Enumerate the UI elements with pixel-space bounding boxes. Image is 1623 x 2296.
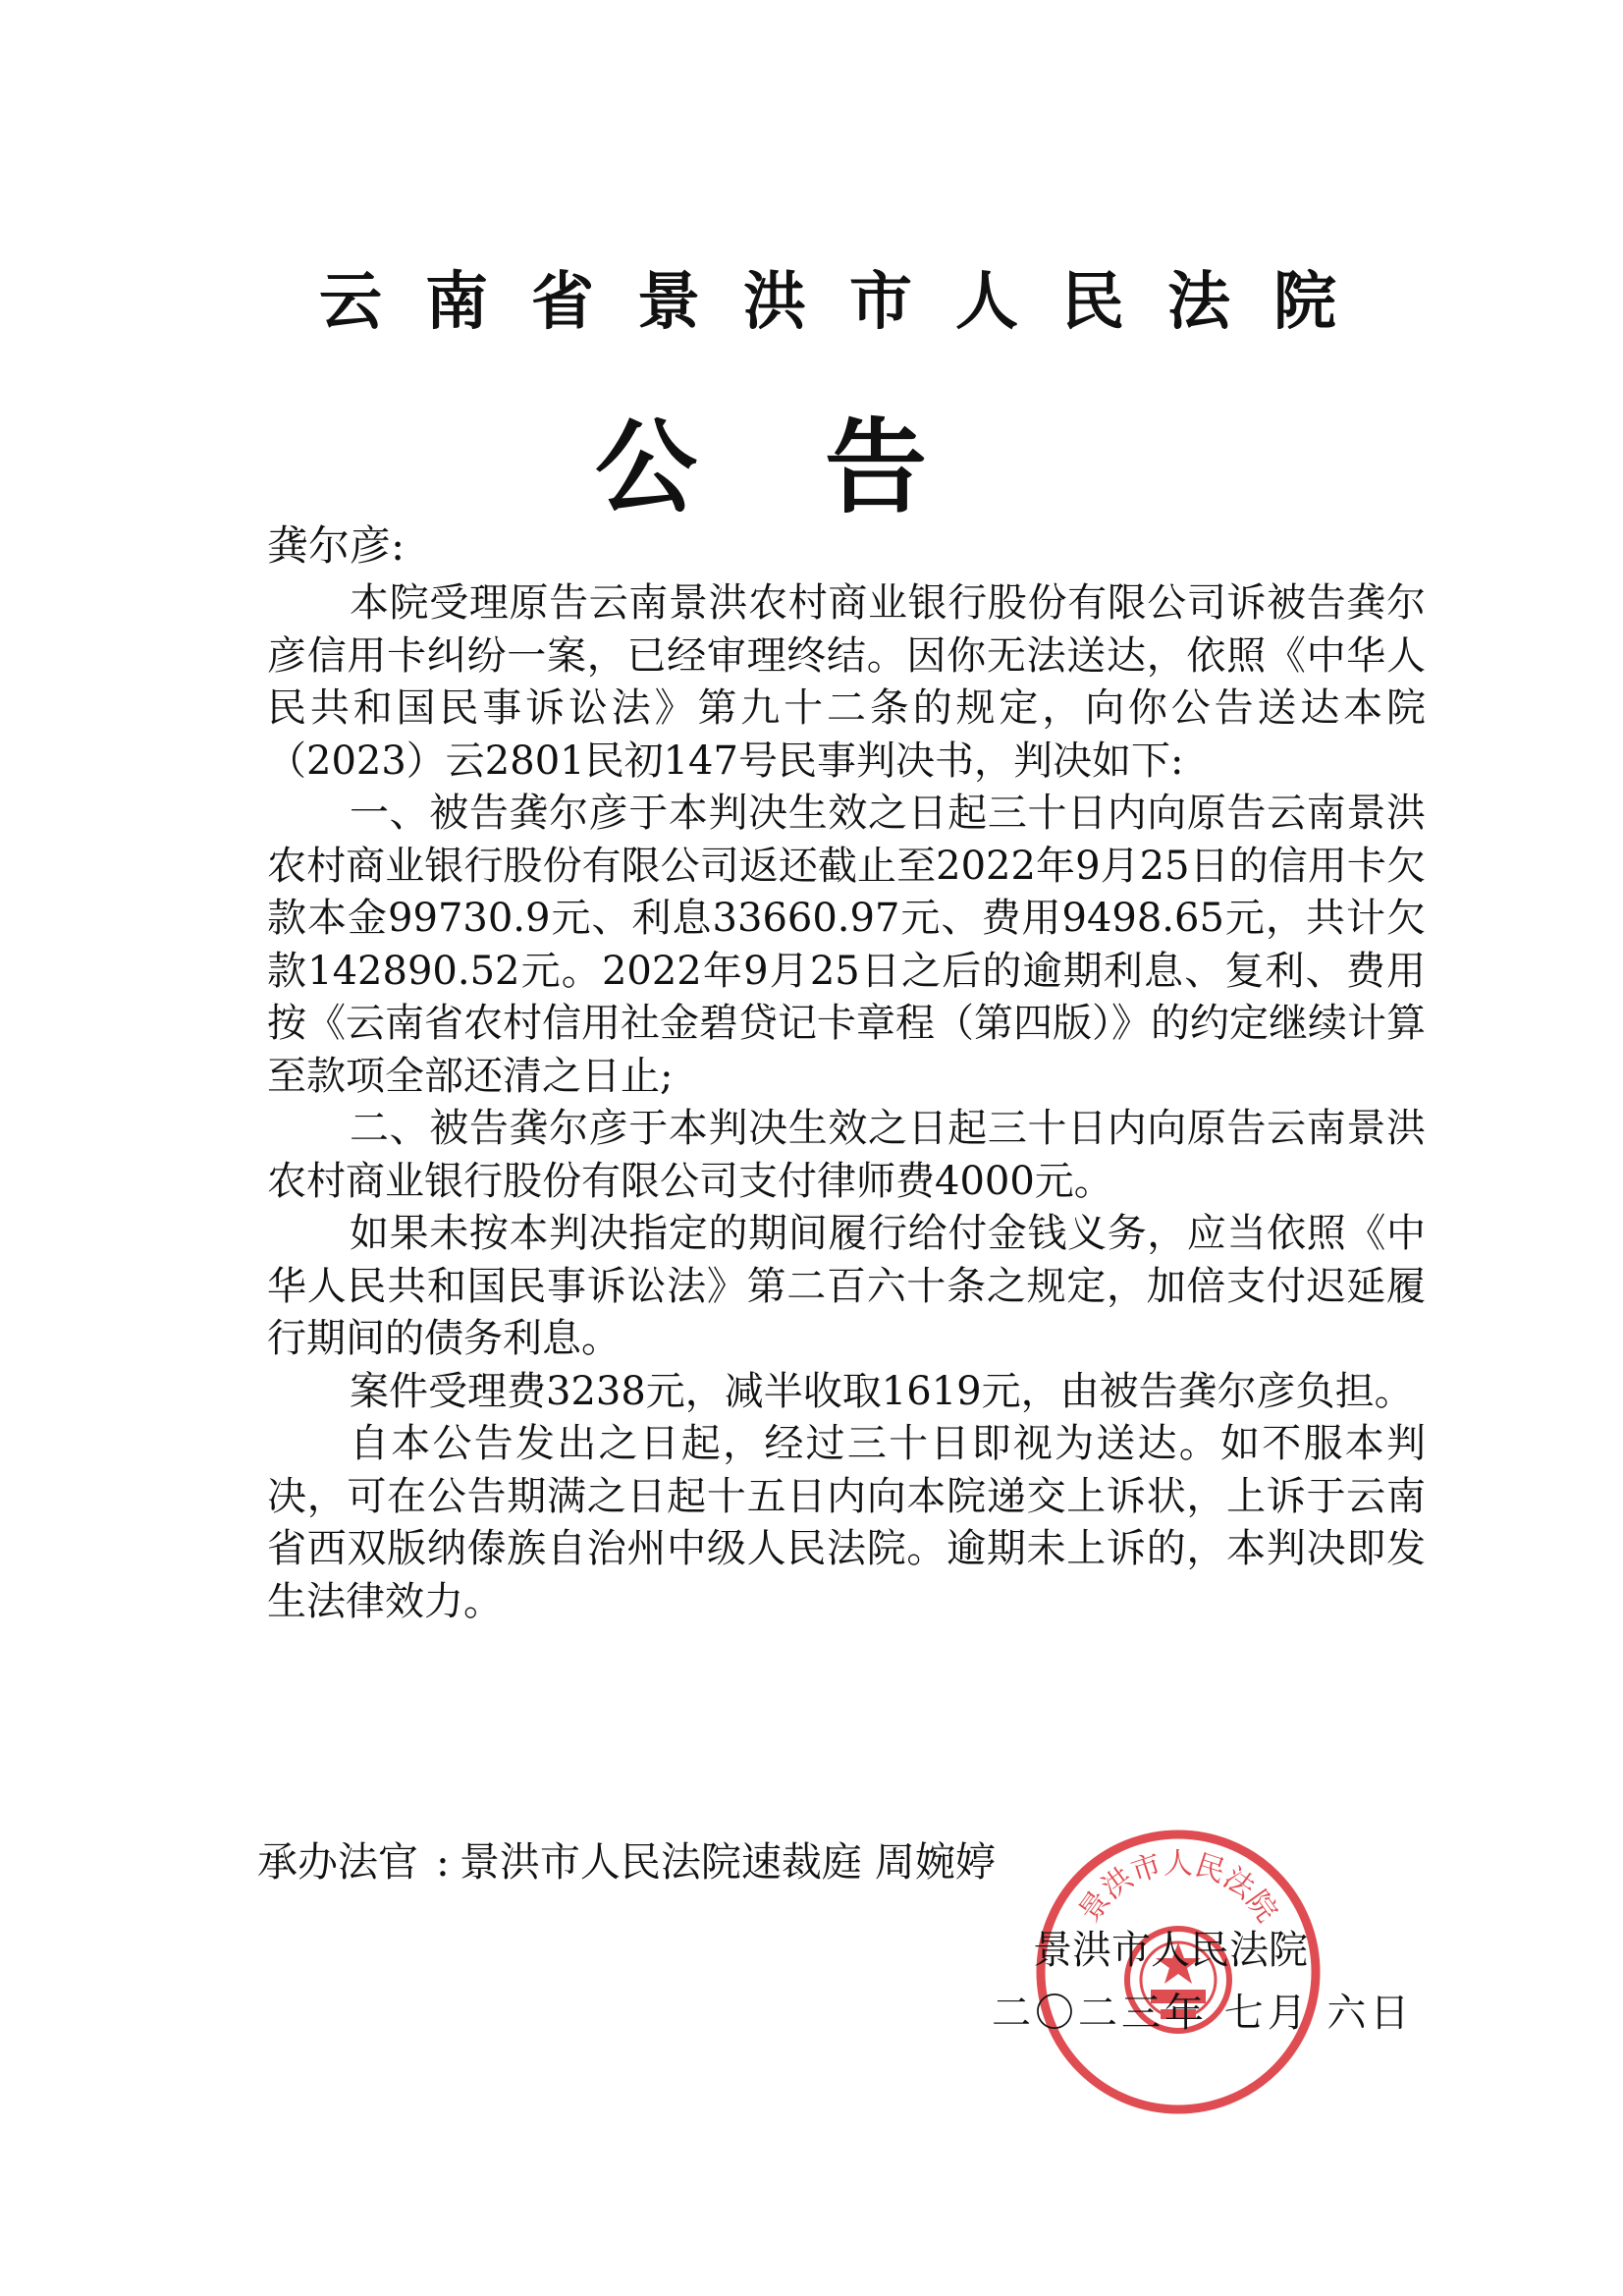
notice-body <box>267 577 1426 1628</box>
signing-court: 景洪市人民法院 <box>1033 1928 1308 1973</box>
judge-colon: : <box>436 1838 450 1886</box>
judge-label: 承办法官 <box>257 1838 418 1886</box>
addressee: 龚尔彦: <box>267 521 406 570</box>
paragraph-service-and-appeal: 自本公告发出之日起，经过三十日即视为送达。如不服本判决，可在公告期满之日起十五日内向本院递交上诉状，上诉于云南省西双版纳傣族自治州中级人民法院。逾期未上诉的，本判决即发生法律效力。 <box>267 1421 1426 1624</box>
judge-name: 周婉婷 <box>874 1838 996 1886</box>
notice-title: 公告 <box>594 408 1055 527</box>
court-name: 云南省景洪市人民法院 <box>319 266 1380 339</box>
paragraph-judgment-item-2: 二、被告龚尔彦于本判决生效之日起三十日内向原告云南景洪农村商业银行股份有限公司支付律师费4000元。 <box>267 1106 1426 1204</box>
signing-date: 二〇二三年 七月 六日 <box>992 1991 1414 2036</box>
seal-arc-text: 景洪市人民法院 <box>1072 1846 1284 1929</box>
judge-signature-line <box>257 1834 996 1889</box>
paragraph-court-fee: 案件受理费3238元，减半收取1619元，由被告龚尔彦负担。 <box>350 1368 1414 1414</box>
paragraph-late-payment: 如果未按本判决指定的期间履行给付金钱义务，应当依照《中华人民共和国民事诉讼法》第二百六十条之规定，加倍支付迟延履行期间的债务利息。 <box>267 1211 1426 1361</box>
paragraph-intro: 本院受理原告云南景洪农村商业银行股份有限公司诉被告龚尔彦信用卡纠纷一案，已经审理终结。因你无法送达，依照《中华人民共和国民事诉讼法》第九十二条的规定，向你公告送达本院（2023）云2801民初147号民事判决书，判决如下: <box>267 580 1426 784</box>
paragraph-judgment-item-1: 一、被告龚尔彦于本判决生效之日起三十日内向原告云南景洪农村商业银行股份有限公司返还截止至2022年9月25日的信用卡欠款本金99730.9元、利息33660.97元、费用9498.65元，共计欠款142890.52元。2022年9月25日之后的逾期利息、复利、费用按《云南省农村信用社金碧贷记卡章程（第四版）》的约定继续计算至款项全部还清之日止; <box>267 791 1426 1099</box>
judge-department: 景洪市人民法院速裁庭 <box>459 1838 862 1886</box>
